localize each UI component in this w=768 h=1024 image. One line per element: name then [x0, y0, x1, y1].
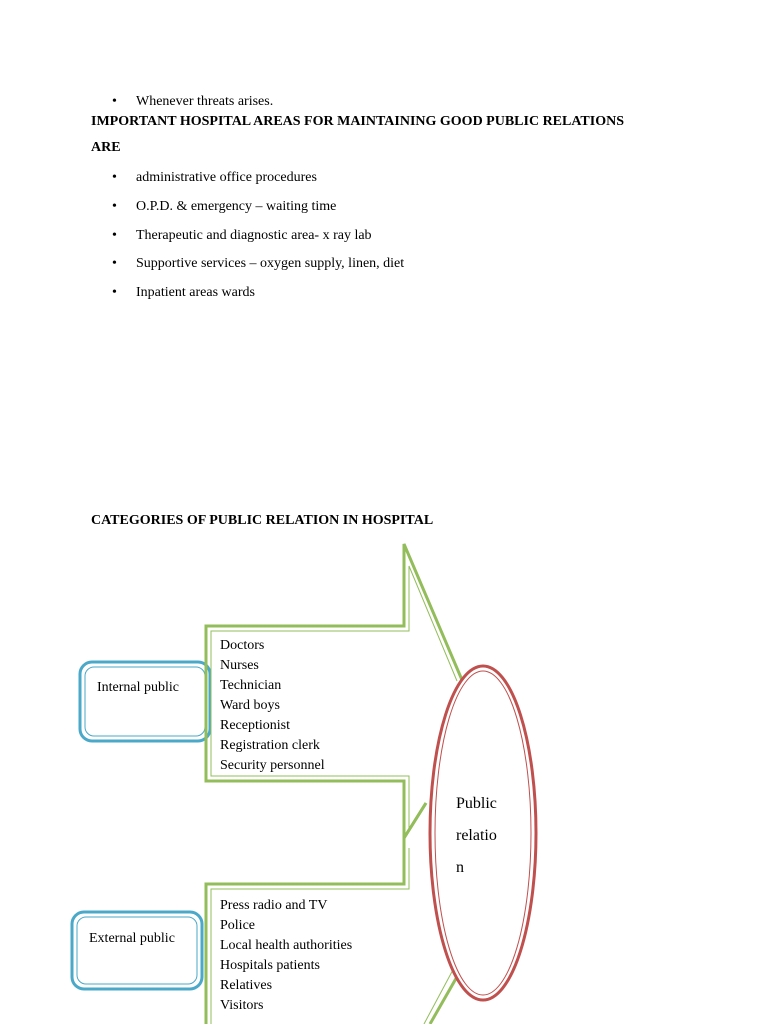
- list-item: Security personnel: [220, 758, 325, 773]
- bullet-text: Whenever threats arises.: [136, 94, 274, 109]
- section-heading-continued: ARE: [91, 140, 121, 155]
- bullet-dot: •: [112, 256, 117, 271]
- bullet-text: Therapeutic and diagnostic area- x ray lab: [136, 228, 372, 243]
- internal-public-box-inner: [85, 667, 205, 736]
- list-item: Technician: [220, 678, 282, 693]
- external-members-list: [220, 896, 352, 1016]
- internal-public-box: [80, 662, 210, 741]
- bullet-dot: •: [112, 170, 117, 185]
- list-item: Police: [220, 918, 255, 933]
- list-item: Registration clerk: [220, 738, 320, 753]
- diagram-heading: CATEGORIES OF PUBLIC RELATION IN HOSPITAL: [91, 513, 434, 528]
- section-heading: IMPORTANT HOSPITAL AREAS FOR MAINTAINING GOOD PUBLIC RELATIONS: [91, 114, 625, 129]
- list-item: Receptionist: [220, 718, 290, 733]
- list-item: Visitors: [220, 998, 264, 1013]
- oval-text-line: Public: [456, 795, 497, 812]
- external-public-box: [72, 912, 202, 989]
- internal-public-label: Internal public: [97, 680, 180, 695]
- external-public-box-inner: [77, 917, 197, 984]
- public-relation-label: [456, 788, 497, 884]
- bullet-dot: •: [112, 228, 117, 243]
- oval-text-line: relatio: [456, 827, 497, 844]
- bullet-dot: •: [112, 285, 117, 300]
- list-item: Hospitals patients: [220, 958, 320, 973]
- list-item: Doctors: [220, 638, 265, 653]
- bullet-text: administrative office procedures: [136, 170, 317, 185]
- list-item: Local health authorities: [220, 938, 353, 953]
- oval-text-line: n: [456, 859, 464, 876]
- bullet-dot: •: [112, 199, 117, 214]
- list-item: Relatives: [220, 978, 273, 993]
- bullet-text: Inpatient areas wards: [136, 285, 255, 300]
- bullet-dot: •: [112, 94, 117, 109]
- external-public-label: External public: [89, 931, 175, 946]
- internal-members-list: [220, 636, 325, 776]
- bullet-text: Supportive services – oxygen supply, linen, diet: [136, 256, 405, 271]
- bullet-text: O.P.D. & emergency – waiting time: [136, 199, 337, 214]
- list-item: Press radio and TV: [220, 898, 328, 913]
- list-item: Ward boys: [220, 698, 280, 713]
- external-arrow-tip-inner: [424, 966, 455, 1024]
- list-item: Nurses: [220, 658, 259, 673]
